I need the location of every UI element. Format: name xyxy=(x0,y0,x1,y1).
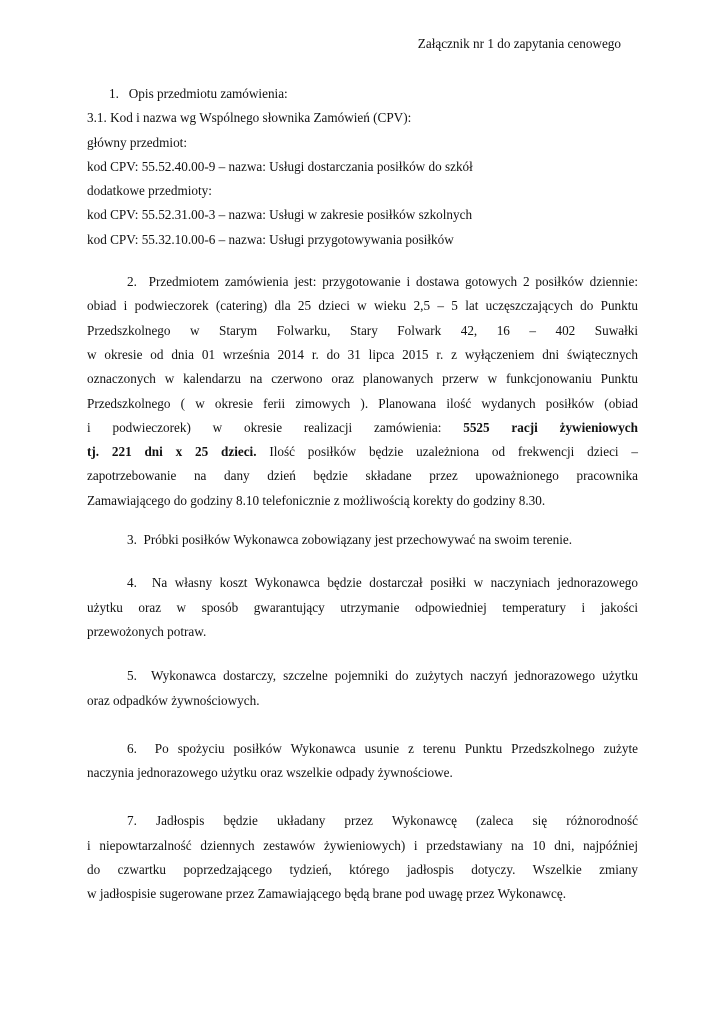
meal-count-bold: 5525 racji żywieniowych xyxy=(463,419,638,435)
section-6 xyxy=(87,737,638,786)
section-2-line-3: Przedszkolnego w Starym Folwarku, Stary Folwark 42, 16 – 402 Suwałki xyxy=(87,322,638,338)
section-6-line-1: 6. Po spożyciu posiłków Wykonawca usunie z terenu Punktu Przedszkolnego zużyte xyxy=(127,740,638,756)
cpv-main-code: kod CPV: 55.52.40.00-9 – nazwa: Usługi dostarczania posiłków do szkół xyxy=(87,158,473,174)
document-body xyxy=(87,82,638,907)
section-7-line-4: w jadłospisie sugerowane przez Zamawiającego będą brane pod uwagę przez Wykonawcę. xyxy=(87,886,566,902)
section-3-line-1: 3. Próbki posiłków Wykonawca zobowiązany jest przechowywać na swoim terenie. xyxy=(127,532,573,548)
section-5-line-2: oraz odpadków żywnościowych. xyxy=(87,692,260,708)
section-7-line-1: 7. Jadłospis będzie układany przez Wykonawcę (zaleca się różnorodność xyxy=(127,813,638,829)
section-7-line-3: do czwartku poprzedzającego tydzień, którego jadłospis dotyczy. Wszelkie zmiany xyxy=(87,862,638,878)
section-2-line-8 xyxy=(87,440,638,464)
section-4-line-1: 4. Na własny koszt Wykonawca będzie dostarczał posiłki w naczyniach jednorazowego xyxy=(127,575,638,591)
cpv-heading: 3.1. Kod i nazwa wg Wspólnego słownika Zamówień (CPV): xyxy=(87,110,412,126)
days-children-bold: tj. 221 dni x 25 dzieci. xyxy=(87,444,257,460)
section-2-line-2: obiad i podwieczorek (catering) dla 25 dzieci w wieku 2,5 – 5 lat uczęszczających do Punktu xyxy=(87,298,638,314)
section-2-line-7 xyxy=(87,416,638,440)
section-5-line-1: 5. Wykonawca dostarczy, szczelne pojemniki do zużytych naczyń jednorazowego użytku xyxy=(127,668,638,684)
section-3 xyxy=(87,528,638,552)
cpv-additional-code-2: kod CPV: 55.32.10.00-6 – nazwa: Usługi przygotowywania posiłków xyxy=(87,231,454,247)
section-7-line-2: i niepowtarzalność dziennych zestawów żywieniowych) i przedstawiany na 10 dni, najpóźniej xyxy=(87,837,638,853)
section-2-line-9: zapotrzebowanie na dany dzień będzie składane przez upoważnionego pracownika xyxy=(87,468,638,484)
section-2-line-10: Zamawiającego do godziny 8.10 telefonicznie z możliwością korekty do godziny 8.30. xyxy=(87,492,546,508)
section-2 xyxy=(87,270,638,513)
section-2-line-7-text: i podwieczorek) w okresie realizacji zamówienia: xyxy=(87,419,464,435)
section-1-title: 1. Opis przedmiotu zamówienia: xyxy=(109,86,288,101)
section-6-line-2: naczynia jednorazowego użytku oraz wszelkie odpady żywnościowe. xyxy=(87,765,453,781)
section-1 xyxy=(87,82,638,252)
section-2-line-8-text: Ilość posiłków będzie uzależniona od frekwencji dzieci – xyxy=(256,444,638,460)
additional-subjects-label: dodatkowe przedmioty: xyxy=(87,183,212,199)
section-5 xyxy=(87,664,638,713)
main-subject-label: główny przedmiot: xyxy=(87,134,187,150)
section-2-line-4: w okresie od dnia 01 września 2014 r. do 31 lipca 2015 r. z wyłączeniem dni świątecznych xyxy=(87,346,638,362)
section-7 xyxy=(87,809,638,906)
section-2-line-5: oznaczonych w kalendarzu na czerwono oraz planowanych przerw w funkcjonowaniu Punktu xyxy=(87,371,638,387)
section-2-line-6: Przedszkolnego ( w okresie ferii zimowych ). Planowana ilość wydanych posiłków (obiad xyxy=(87,395,638,411)
section-2-line-1: 2. Przedmiotem zamówienia jest: przygotowanie i dostawa gotowych 2 posiłków dziennie: xyxy=(127,274,638,290)
section-4-line-2: użytku oraz w sposób gwarantujący utrzymanie odpowiedniej temperatury i jakości xyxy=(87,599,638,615)
section-4-line-3: przewożonych potraw. xyxy=(87,623,207,639)
section-4 xyxy=(87,571,638,644)
cpv-additional-code-1: kod CPV: 55.52.31.00-3 – nazwa: Usługi w zakresie posiłków szkolnych xyxy=(87,207,473,223)
page-header: Załącznik nr 1 do zapytania cenowego xyxy=(417,36,621,51)
